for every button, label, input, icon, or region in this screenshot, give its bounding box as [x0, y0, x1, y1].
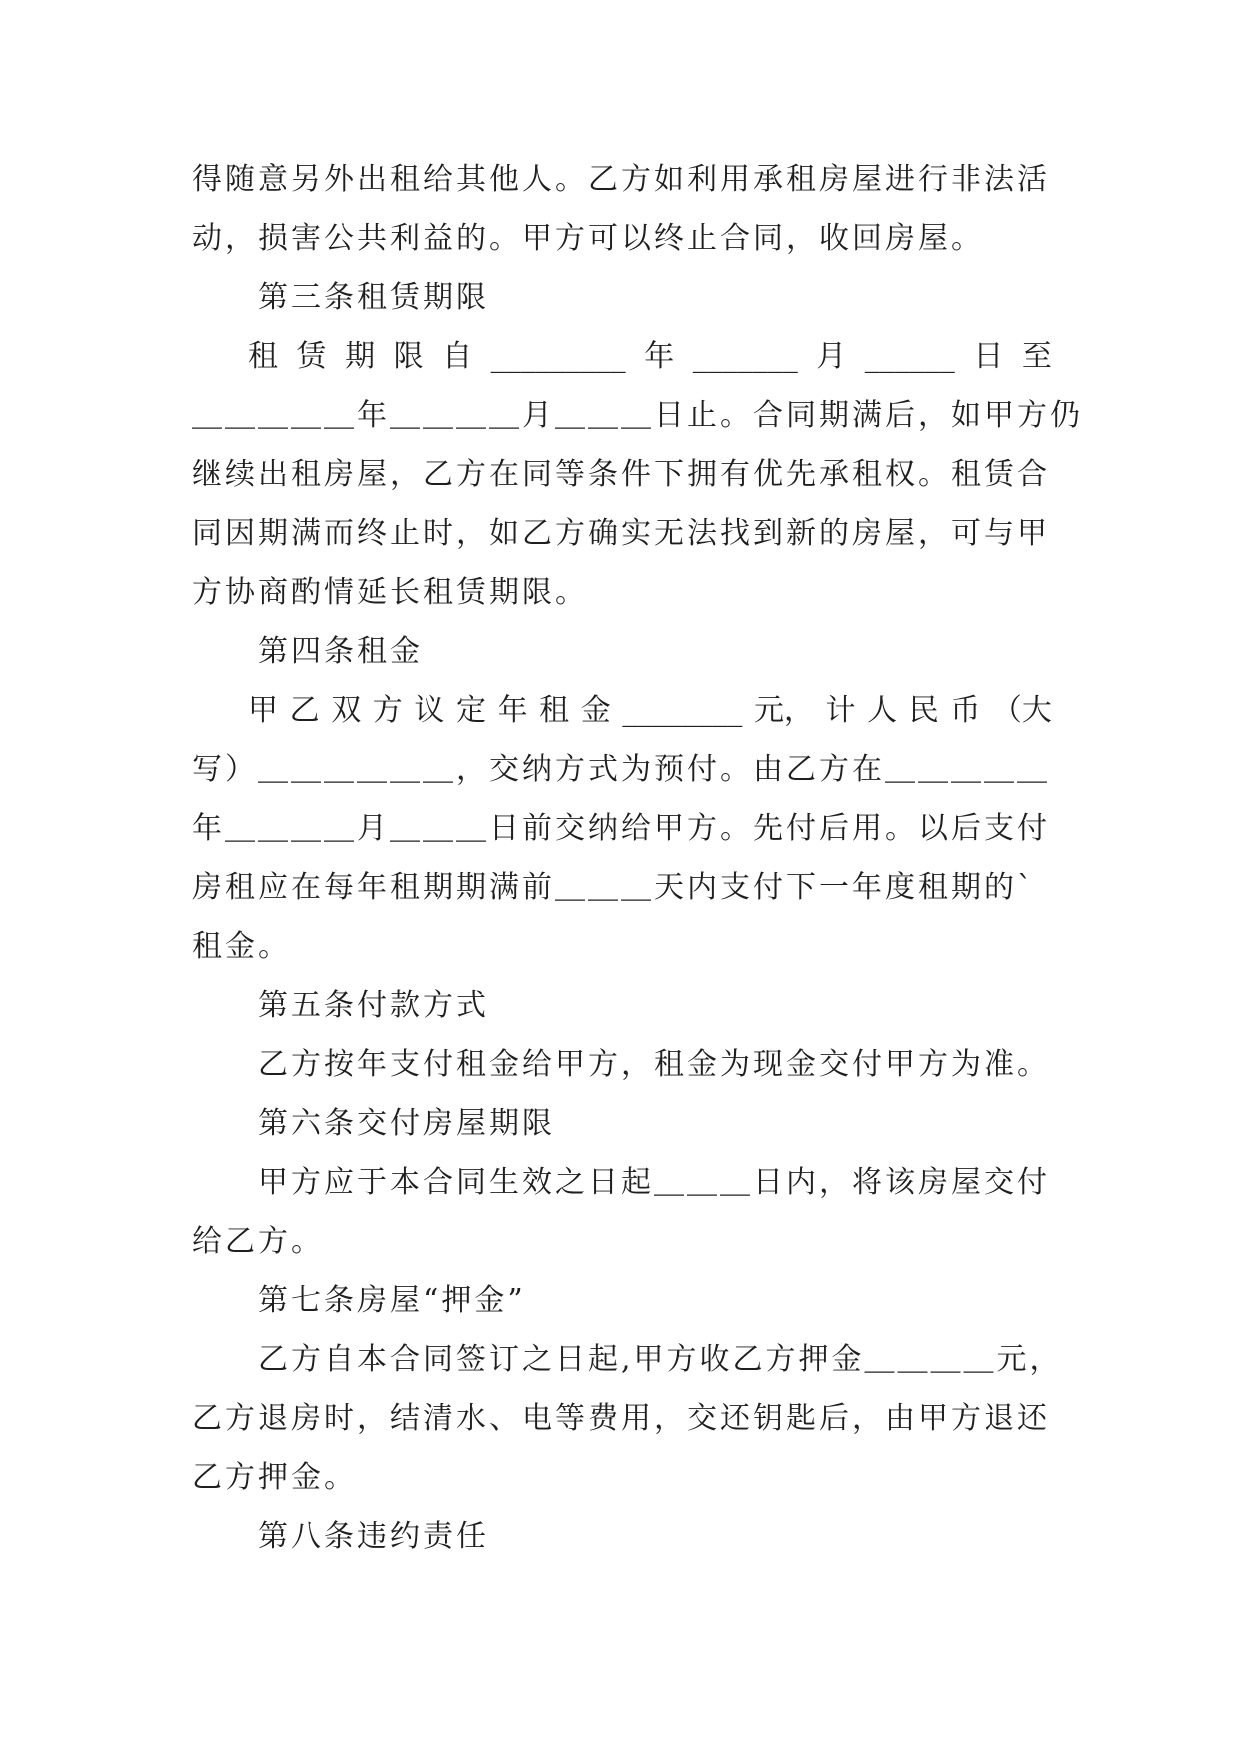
rent-token: 人: [867, 693, 898, 728]
rent-token: 计: [825, 693, 856, 728]
rent-token: 租: [539, 693, 570, 728]
rent-token: 乙: [289, 693, 320, 728]
term-blank: ______: [864, 339, 955, 374]
justified-line-rent: [192, 681, 1052, 740]
paragraph-line: 乙方押金。: [192, 1460, 357, 1495]
rent-token: 民: [908, 693, 939, 728]
term-token: 至: [1021, 339, 1052, 374]
rent-token: 定: [455, 693, 486, 728]
paragraph-line: 乙方按年支付租金给甲方，租金为现金交付甲方为准。: [258, 1047, 1050, 1082]
paragraph-line: 方协商酌情延长租赁期限。: [192, 575, 588, 610]
section-heading: 第三条租赁期限: [258, 280, 489, 315]
section-heading: 第四条租金: [258, 634, 423, 669]
section-heading: 第六条交付房屋期限: [258, 1106, 555, 1141]
term-token: 月: [816, 339, 847, 374]
paragraph-line: 写）＿＿＿＿＿＿，交纳方式为预付。由乙方在＿＿＿＿＿: [192, 752, 1050, 787]
rent-token: 议: [414, 693, 445, 728]
paragraph-line: 年＿＿＿＿月＿＿＿日前交纳给甲方。先付后用。以后支付: [192, 811, 1050, 846]
paragraph-line: 同因期满而终止时，如乙方确实无法找到新的房屋，可与甲: [192, 516, 1050, 551]
term-blank: _________: [490, 339, 626, 374]
rent-token: 方: [372, 693, 403, 728]
paragraph-line: ＿＿＿＿＿年＿＿＿＿月＿＿＿日止。合同期满后，如甲方仍: [192, 398, 1083, 433]
term-token: 期: [345, 339, 376, 374]
paragraph-line: 得随意另外出租给其他人。乙方如利用承租房屋进行非法活: [192, 162, 1050, 197]
rent-token: 甲: [248, 693, 278, 728]
paragraph-line: 租金。: [192, 929, 291, 964]
justified-line-term: [192, 327, 1052, 386]
term-token: 限: [393, 339, 424, 374]
term-token: 赁: [296, 339, 327, 374]
section-heading: 第七条房屋“押金”: [258, 1283, 526, 1318]
rent-token: 币: [950, 693, 981, 728]
term-token: 租: [248, 339, 278, 374]
paragraph-line: 继续出租房屋，乙方在同等条件下拥有优先承租权。租赁合: [192, 457, 1050, 492]
rent-token: 双: [331, 693, 362, 728]
paragraph-line: 乙方自本合同签订之日起,甲方收乙方押金＿＿＿＿元，: [258, 1342, 1063, 1377]
document-page: [192, 150, 1083, 1566]
rent-token: （大: [991, 693, 1052, 728]
rent-token: 年: [497, 693, 528, 728]
paragraph-line: 甲方应于本合同生效之日起＿＿＿日内，将该房屋交付: [258, 1165, 1050, 1200]
term-blank: _______: [692, 339, 798, 374]
paragraph-line: 房租应在每年租期期满前＿＿＿天内支付下一年度租期的`: [192, 870, 1035, 905]
paragraph-line: 乙方退房时，结清水、电等费用，交还钥匙后，由甲方退还: [192, 1401, 1050, 1436]
paragraph-line: 动，损害公共利益的。甲方可以终止合同，收回房屋。: [192, 221, 984, 256]
term-token: 日: [973, 339, 1004, 374]
section-heading: 第五条付款方式: [258, 988, 489, 1023]
rent-token: 元，: [753, 693, 814, 728]
section-heading: 第八条违约责任: [258, 1519, 489, 1554]
paragraph-line: 给乙方。: [192, 1224, 324, 1259]
term-token: 自: [442, 339, 473, 374]
term-token: 年: [644, 339, 675, 374]
rent-blank: ________: [622, 693, 743, 728]
rent-token: 金: [580, 693, 611, 728]
